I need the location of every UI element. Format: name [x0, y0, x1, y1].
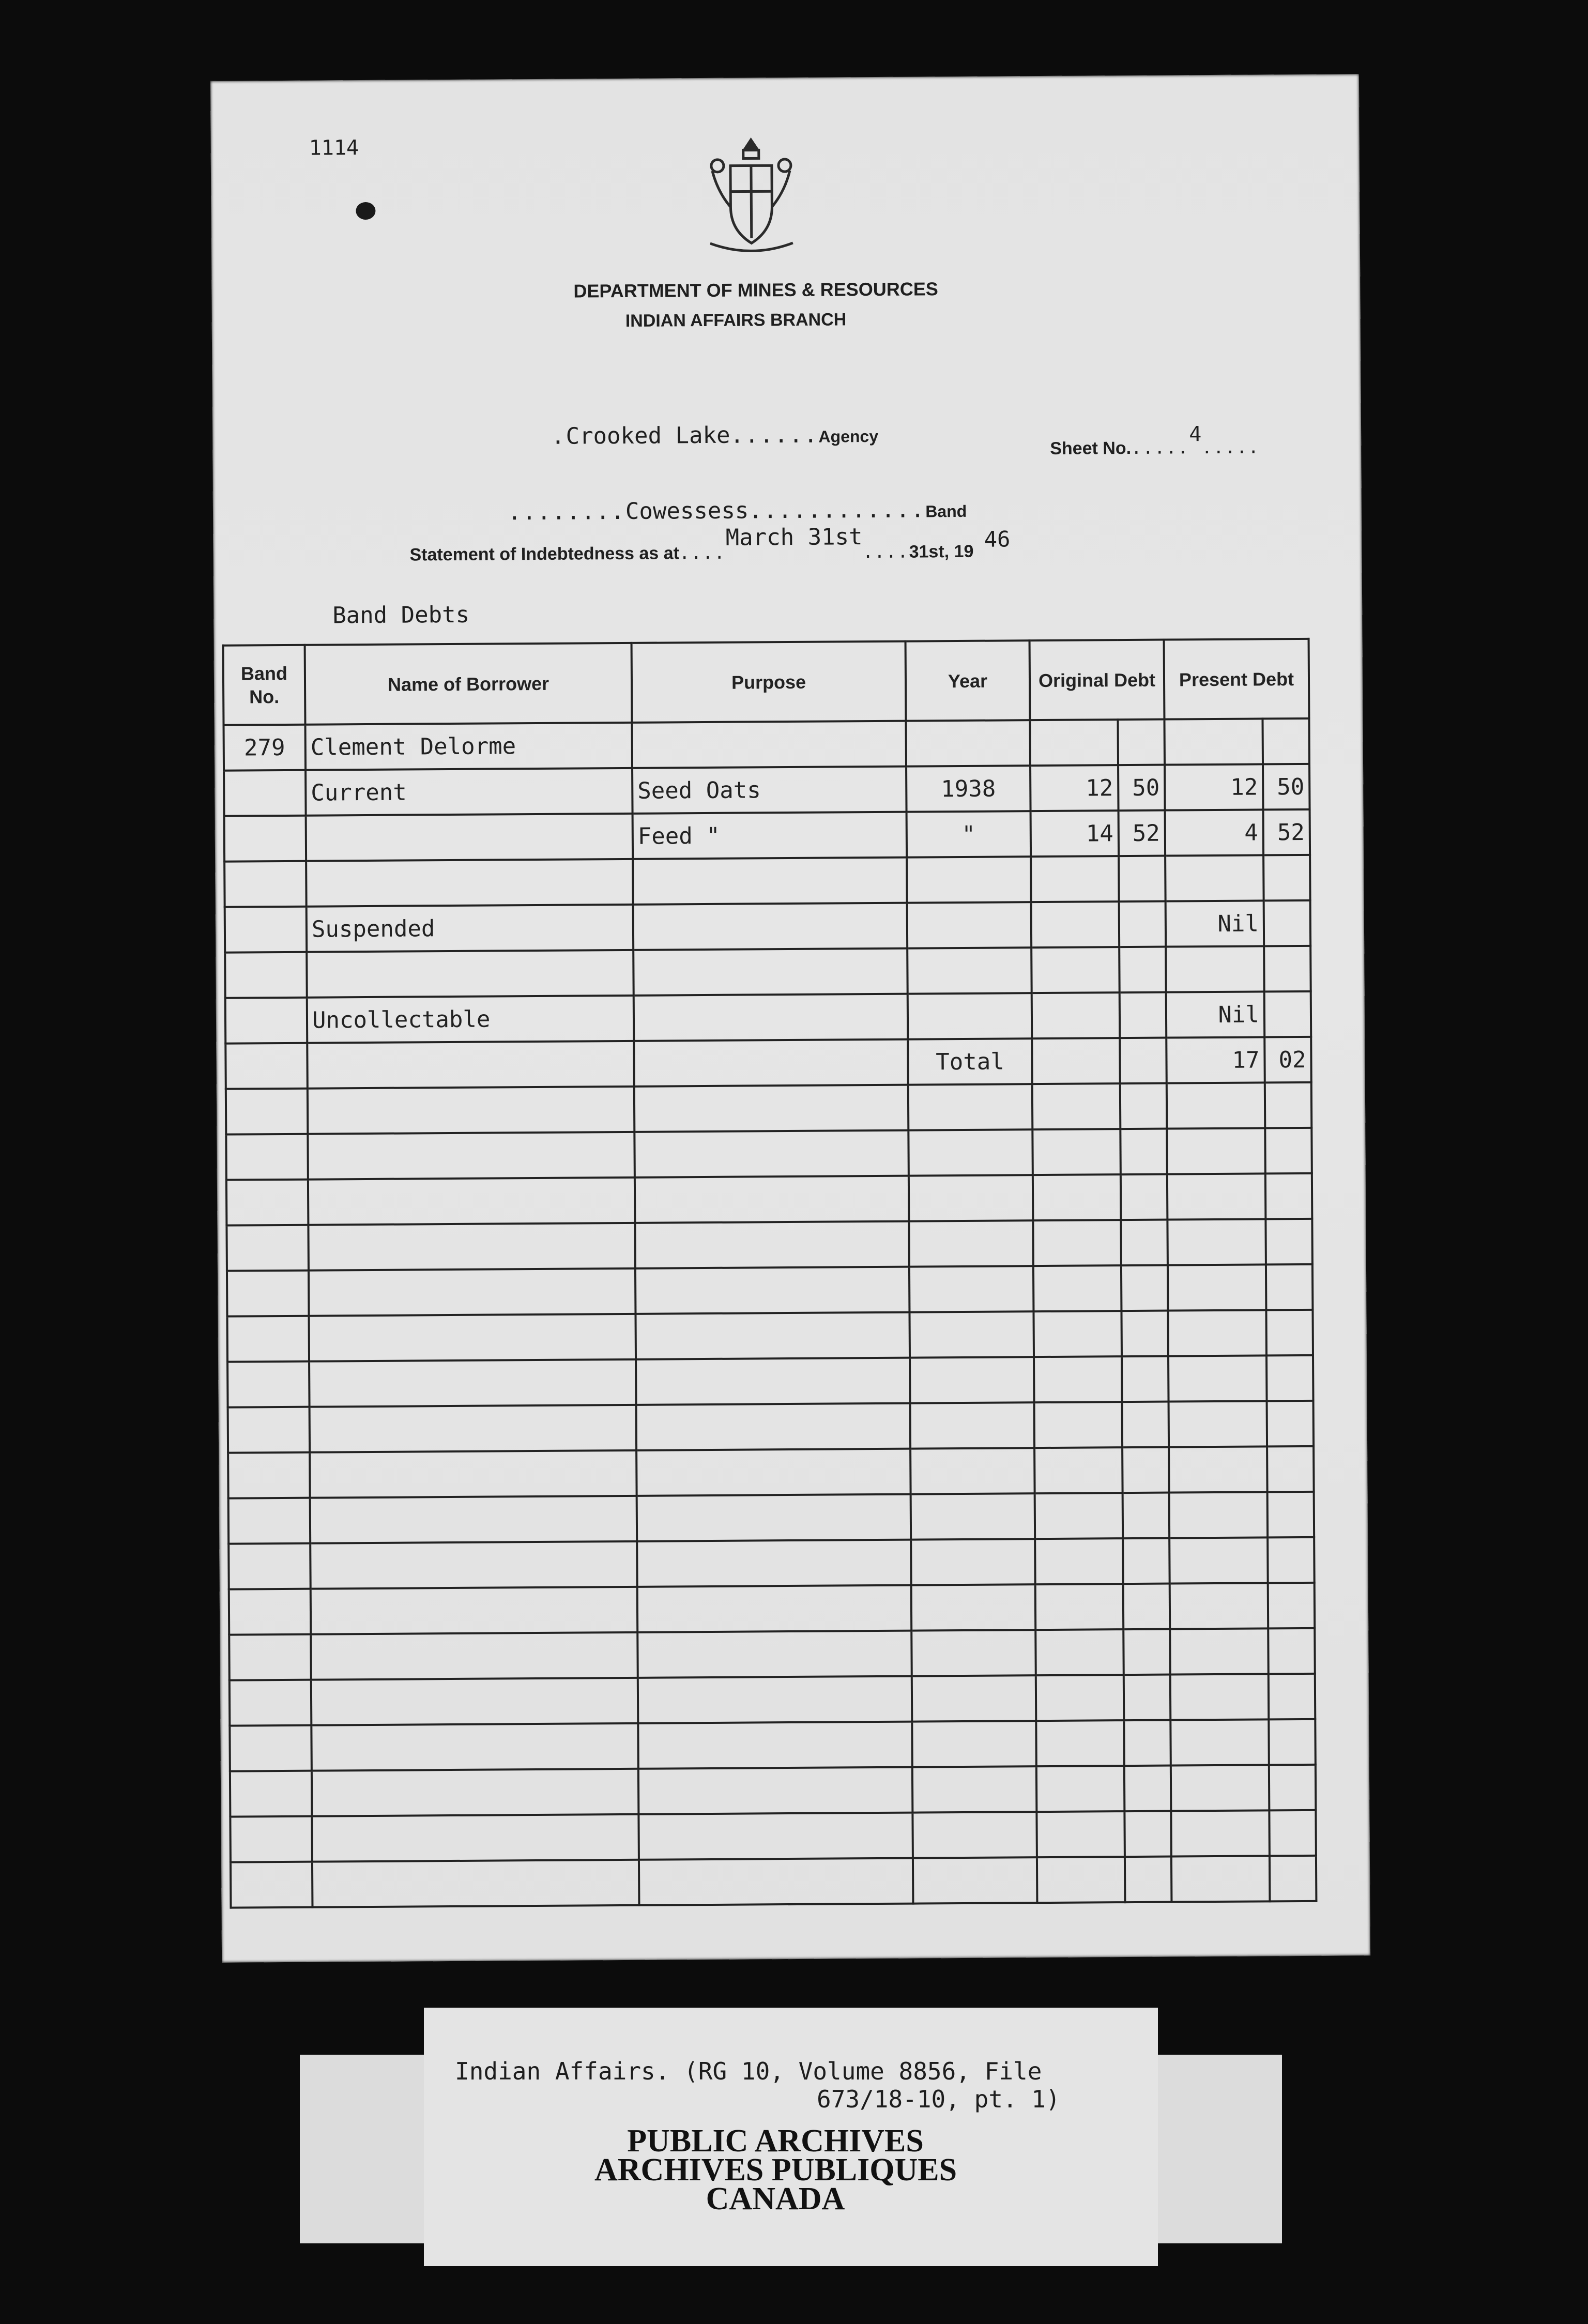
cell-original-cents — [1123, 1629, 1170, 1675]
cell-present-cents — [1262, 718, 1309, 765]
cell-year — [910, 1357, 1034, 1403]
cell-band-no — [226, 1134, 308, 1180]
cell-original-dollars — [1036, 1720, 1124, 1766]
label-wing-left — [300, 2055, 424, 2243]
cell-present-dollars — [1164, 718, 1263, 765]
cell-purpose — [635, 1312, 910, 1359]
cell-year — [909, 1220, 1033, 1266]
cell-borrower-name — [308, 1087, 635, 1134]
cell-purpose — [639, 1858, 913, 1905]
cell-present-cents — [1267, 1446, 1314, 1492]
table-row — [225, 900, 1311, 953]
cell-purpose — [637, 1631, 912, 1678]
cell-band-no — [225, 952, 307, 998]
cell-present-dollars — [1165, 855, 1264, 901]
cell-year — [911, 1493, 1035, 1539]
cell-purpose — [638, 1722, 912, 1769]
cell-band-no — [225, 1043, 308, 1089]
cell-year — [912, 1721, 1036, 1767]
cell-borrower-name: Current — [306, 768, 633, 816]
cell-borrower-name — [312, 1860, 639, 1907]
cell-present-cents — [1266, 1264, 1313, 1310]
cell-band-no — [229, 1589, 311, 1635]
cell-purpose — [637, 1494, 911, 1541]
cell-present-cents — [1266, 1310, 1313, 1356]
statement-suffix: 31st, 19 — [909, 541, 974, 562]
cell-original-dollars — [1035, 1493, 1123, 1539]
indebtedness-table — [222, 638, 1318, 1909]
cell-year — [906, 720, 1030, 766]
cell-borrower-name — [307, 1041, 634, 1089]
table-row — [225, 946, 1311, 998]
cell-original-dollars — [1031, 901, 1120, 947]
cell-present-dollars — [1169, 1401, 1268, 1447]
cell-original-dollars — [1034, 1447, 1123, 1493]
cell-borrower-name — [310, 1541, 637, 1589]
cell-original-dollars — [1033, 1220, 1121, 1266]
cell-year — [908, 1084, 1033, 1130]
header-purpose: Purpose — [632, 641, 906, 723]
cell-borrower-name — [311, 1587, 638, 1634]
cell-borrower-name — [309, 1268, 636, 1316]
cell-original-cents — [1124, 1766, 1171, 1812]
cell-purpose — [632, 721, 906, 768]
cell-purpose — [633, 903, 908, 950]
cell-original-cents — [1121, 1174, 1168, 1220]
table-row — [228, 1492, 1315, 1544]
cell-present-dollars — [1167, 1173, 1266, 1219]
cell-borrower-name: Clement Delorme — [306, 723, 633, 770]
cell-original-cents: 50 — [1118, 765, 1165, 811]
cell-purpose — [633, 858, 907, 905]
cell-original-dollars — [1034, 1402, 1123, 1448]
cell-band-no — [230, 1771, 312, 1817]
cell-original-dollars: 14 — [1031, 811, 1119, 857]
cell-original-dollars: 12 — [1030, 765, 1119, 811]
cell-borrower-name — [306, 859, 633, 907]
cell-present-dollars — [1170, 1583, 1269, 1629]
cell-year — [909, 1266, 1034, 1312]
table-row — [231, 1856, 1317, 1908]
archive-reference-line1: Indian Affairs. (RG 10, Volume 8856, File — [455, 2057, 1042, 2085]
cell-original-cents — [1123, 1493, 1170, 1539]
cell-year — [911, 1630, 1036, 1676]
cell-original-cents: 52 — [1119, 811, 1166, 857]
cell-present-dollars — [1168, 1310, 1266, 1356]
cell-band-no — [228, 1498, 311, 1544]
cell-band-no — [224, 816, 307, 862]
cell-borrower-name — [312, 1769, 639, 1816]
cell-present-cents — [1269, 1674, 1316, 1720]
cell-original-dollars — [1031, 856, 1119, 902]
table-row — [228, 1537, 1315, 1589]
cell-original-dollars — [1036, 1811, 1125, 1857]
cell-original-cents — [1123, 1538, 1170, 1584]
cell-purpose — [634, 1039, 908, 1087]
cell-purpose — [636, 1449, 911, 1496]
cell-borrower-name — [310, 1496, 637, 1543]
cell-band-no — [229, 1634, 311, 1680]
cell-purpose — [634, 1130, 909, 1178]
agency-line: .Crooked Lake......Agency — [551, 421, 879, 450]
cell-present-dollars — [1167, 1219, 1266, 1265]
cell-original-dollars — [1036, 1766, 1125, 1812]
cell-borrower-name — [307, 950, 634, 998]
punch-hole — [356, 202, 375, 220]
cell-year — [913, 1857, 1037, 1903]
cell-present-dollars: 12 — [1165, 764, 1263, 810]
table-row — [226, 1082, 1312, 1135]
cell-original-dollars — [1032, 992, 1120, 1038]
cell-original-dollars — [1035, 1538, 1123, 1584]
cell-purpose — [638, 1767, 913, 1814]
cell-year — [911, 1584, 1036, 1630]
statement-date: March 31st — [725, 524, 863, 551]
cell-original-cents — [1120, 1083, 1167, 1129]
table-row — [226, 1128, 1312, 1180]
cell-year — [910, 1448, 1035, 1494]
archives-name — [594, 2123, 957, 2216]
cell-band-no — [227, 1316, 310, 1362]
table-header-row — [223, 639, 1309, 725]
cell-purpose — [635, 1221, 909, 1268]
cell-band-no — [224, 770, 306, 816]
table-row — [227, 1355, 1314, 1408]
cell-year — [907, 902, 1032, 948]
cell-present-cents — [1268, 1583, 1315, 1629]
cell-present-dollars — [1168, 1264, 1266, 1310]
cell-year — [907, 947, 1032, 993]
cell-original-cents — [1121, 1265, 1168, 1311]
table-body — [224, 718, 1317, 1908]
department-heading: DEPARTMENT OF MINES & RESOURCES — [573, 278, 938, 302]
cell-present-cents — [1263, 855, 1310, 901]
table-row — [224, 809, 1310, 862]
cell-borrower-name — [309, 1359, 636, 1407]
cell-original-cents — [1125, 1857, 1172, 1903]
sheet-reference-number: 1114 — [309, 136, 359, 160]
cell-present-dollars: 4 — [1165, 809, 1264, 855]
header-band-no: Band No. — [223, 645, 306, 725]
cell-borrower-name — [306, 814, 633, 861]
cell-year: Total — [908, 1038, 1032, 1084]
cell-purpose — [638, 1676, 912, 1723]
label-wing-right — [1158, 2055, 1282, 2243]
cell-year: " — [907, 811, 1031, 857]
cell-present-dollars — [1171, 1765, 1270, 1811]
cell-band-no — [224, 861, 307, 907]
cell-original-cents — [1120, 1129, 1167, 1175]
cell-present-dollars: Nil — [1166, 900, 1264, 946]
band-line: ........Cowessess............Band — [507, 496, 967, 526]
cell-year — [910, 1402, 1035, 1448]
table-row — [225, 991, 1311, 1044]
cell-present-dollars — [1167, 1128, 1265, 1174]
table-row — [230, 1765, 1316, 1817]
cell-present-cents — [1269, 1765, 1316, 1811]
cell-purpose — [636, 1358, 910, 1405]
cell-purpose — [635, 1176, 909, 1223]
cell-borrower-name: Suspended — [307, 905, 634, 952]
cell-band-no — [230, 1725, 312, 1771]
cell-present-dollars: 17 — [1166, 1037, 1265, 1083]
cell-present-cents: 02 — [1264, 1037, 1311, 1083]
archive-reference-line2: 673/18-10, pt. 1) — [817, 2085, 1060, 2113]
cell-borrower-name: Uncollectable — [307, 996, 634, 1043]
band-label: Band — [925, 501, 967, 521]
cell-original-dollars — [1036, 1675, 1124, 1721]
cell-purpose: Seed Oats — [632, 767, 907, 814]
cell-original-dollars — [1033, 1265, 1122, 1311]
cell-present-cents — [1268, 1537, 1315, 1583]
cell-band-no — [226, 1089, 308, 1135]
cell-original-cents — [1123, 1584, 1170, 1630]
cell-original-cents — [1120, 992, 1167, 1038]
cell-original-dollars — [1030, 720, 1118, 766]
header-year: Year — [906, 640, 1030, 721]
cell-band-no — [226, 1180, 309, 1226]
cell-year — [908, 1129, 1033, 1175]
cell-original-cents — [1121, 1220, 1168, 1266]
cell-present-cents — [1265, 1173, 1312, 1219]
cell-original-dollars — [1033, 1311, 1122, 1357]
cell-borrower-name — [310, 1450, 637, 1498]
statement-year: 46 — [984, 526, 1011, 552]
table-row — [224, 764, 1310, 816]
cell-present-cents — [1265, 1128, 1312, 1174]
cell-present-cents — [1268, 1492, 1315, 1538]
cell-borrower-name — [311, 1723, 638, 1771]
cell-purpose: Feed " — [633, 812, 907, 859]
cell-purpose — [633, 949, 908, 996]
cell-original-cents — [1119, 856, 1166, 902]
table-row — [227, 1310, 1314, 1362]
cell-present-dollars — [1171, 1856, 1270, 1902]
cell-present-cents — [1269, 1810, 1316, 1856]
cell-present-dollars: Nil — [1166, 991, 1265, 1037]
cell-original-cents — [1118, 720, 1165, 766]
header-name-of-borrower: Name of Borrower — [305, 643, 632, 725]
cell-year — [908, 993, 1032, 1039]
cell-year — [912, 1812, 1037, 1858]
cell-present-dollars — [1170, 1628, 1269, 1674]
cell-year — [912, 1675, 1036, 1721]
cell-original-cents — [1124, 1811, 1171, 1857]
cell-original-dollars — [1035, 1584, 1124, 1630]
cell-present-cents: 52 — [1263, 809, 1310, 855]
cell-original-cents — [1122, 1402, 1169, 1448]
sheet-number-line: Sheet No......4..... — [1050, 422, 1260, 458]
cell-band-no — [228, 1452, 310, 1499]
cell-original-cents — [1122, 1447, 1169, 1493]
band-name: Cowessess — [625, 497, 749, 525]
coat-of-arms-icon — [702, 134, 801, 259]
table-row — [230, 1810, 1316, 1862]
cell-present-dollars — [1169, 1446, 1268, 1492]
cell-present-dollars — [1167, 1082, 1265, 1128]
cell-present-dollars — [1170, 1674, 1269, 1720]
table-row — [226, 1219, 1312, 1271]
cell-purpose — [636, 1403, 911, 1450]
cell-band-no — [230, 1680, 312, 1726]
cell-year — [912, 1766, 1037, 1812]
cell-original-cents — [1120, 1038, 1167, 1084]
table-row — [229, 1628, 1315, 1680]
cell-year — [907, 857, 1031, 903]
cell-borrower-name — [311, 1678, 638, 1725]
cell-original-dollars — [1032, 1083, 1121, 1129]
cell-original-dollars — [1032, 1038, 1120, 1084]
branch-heading: INDIAN AFFAIRS BRANCH — [625, 310, 847, 331]
cell-band-no — [227, 1271, 309, 1317]
cell-borrower-name — [310, 1405, 637, 1452]
table-row — [228, 1401, 1314, 1453]
cell-borrower-name — [312, 1814, 639, 1862]
agency-name: Crooked Lake — [566, 422, 730, 450]
sheet-number: 4 — [1189, 422, 1202, 447]
cell-year — [909, 1311, 1034, 1357]
statement-line: Statement of Indebtedness as at....March 31st....31st, 19 46 — [409, 524, 1011, 565]
cell-present-dollars — [1168, 1355, 1267, 1401]
cell-original-dollars — [1033, 1174, 1121, 1220]
cell-original-cents — [1122, 1356, 1169, 1402]
cell-year — [909, 1175, 1033, 1221]
cell-present-cents — [1267, 1401, 1314, 1447]
header-present-debt: Present Debt — [1164, 639, 1309, 720]
cell-band-no — [231, 1862, 313, 1908]
cell-band-no — [228, 1407, 310, 1453]
cell-original-dollars — [1034, 1356, 1122, 1402]
cell-purpose — [637, 1585, 912, 1632]
cell-present-cents — [1264, 991, 1311, 1037]
cell-band-no — [227, 1362, 310, 1408]
cell-band-no — [225, 907, 307, 953]
archives-line-french: ARCHIVES PUBLIQUES — [594, 2152, 957, 2188]
archives-line-english: PUBLIC ARCHIVES — [627, 2123, 924, 2159]
archive-label — [424, 2008, 1158, 2266]
cell-borrower-name — [308, 1132, 635, 1180]
header-original-debt: Original Debt — [1030, 640, 1165, 721]
cell-purpose — [638, 1813, 913, 1860]
cell-original-cents — [1119, 947, 1166, 993]
document-page — [210, 74, 1370, 1963]
cell-borrower-name — [311, 1632, 638, 1680]
sheet-label: Sheet No. — [1050, 438, 1132, 458]
cell-present-dollars — [1170, 1719, 1269, 1765]
cell-band-no — [230, 1816, 312, 1862]
table-row — [228, 1446, 1314, 1499]
section-title: Band Debts — [332, 601, 470, 629]
cell-original-dollars — [1031, 947, 1120, 993]
cell-borrower-name — [308, 1178, 635, 1225]
cell-purpose — [637, 1540, 911, 1587]
cell-present-cents — [1264, 900, 1311, 946]
cell-band-no: 279 — [224, 725, 306, 771]
table-row — [224, 718, 1310, 771]
agency-label: Agency — [818, 426, 879, 446]
cell-borrower-name — [308, 1223, 635, 1271]
cell-present-cents — [1270, 1856, 1317, 1902]
cell-present-cents — [1265, 1082, 1312, 1128]
cell-original-dollars — [1032, 1129, 1121, 1175]
table-row — [227, 1264, 1313, 1317]
table-row — [225, 1037, 1311, 1089]
cell-present-cents — [1269, 1719, 1316, 1765]
cell-purpose — [634, 1085, 909, 1132]
cell-band-no — [225, 998, 308, 1044]
table-row — [230, 1719, 1316, 1771]
cell-original-cents — [1124, 1675, 1171, 1721]
cell-present-cents: 50 — [1263, 764, 1310, 810]
statement-label: Statement of Indebtedness as at — [409, 543, 680, 565]
cell-original-dollars — [1037, 1857, 1125, 1903]
cell-band-no — [228, 1543, 311, 1589]
table-row — [229, 1583, 1315, 1635]
table-row — [224, 855, 1310, 907]
cell-present-dollars — [1171, 1810, 1270, 1856]
cell-original-dollars — [1035, 1629, 1124, 1675]
cell-band-no — [226, 1225, 309, 1271]
cell-present-cents — [1268, 1628, 1315, 1674]
cell-borrower-name — [309, 1314, 636, 1362]
cell-present-cents — [1265, 1219, 1312, 1265]
cell-original-cents — [1121, 1311, 1168, 1357]
cell-year: 1938 — [906, 766, 1031, 812]
cell-year — [911, 1539, 1035, 1585]
archives-line-country: CANADA — [706, 2181, 845, 2216]
cell-present-dollars — [1169, 1492, 1268, 1538]
cell-original-cents — [1124, 1720, 1171, 1766]
cell-purpose — [634, 994, 908, 1041]
cell-present-cents — [1264, 946, 1311, 992]
cell-original-cents — [1119, 901, 1166, 947]
cell-present-dollars — [1169, 1537, 1268, 1583]
table-row — [230, 1674, 1316, 1726]
table-row — [226, 1173, 1312, 1226]
cell-present-cents — [1266, 1355, 1314, 1401]
cell-purpose — [635, 1267, 910, 1314]
cell-present-dollars — [1166, 946, 1264, 992]
